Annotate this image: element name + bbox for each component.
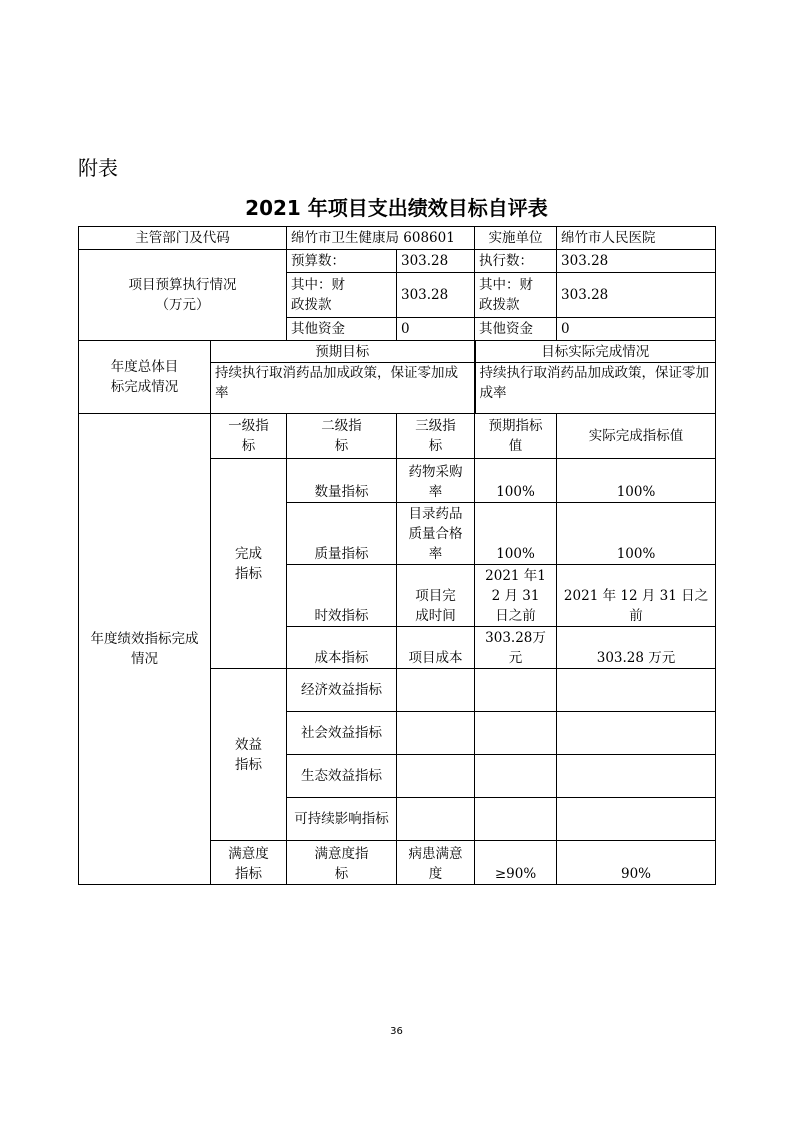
page-number: 36 <box>390 1026 403 1037</box>
header-level1: 一级指标 <box>211 414 287 459</box>
unit-label: 实施单位 <box>475 227 557 250</box>
actual-value-cell: 2021 年 12 月 31 日之前 <box>557 565 716 627</box>
level2-cell: 质量指标 <box>287 503 397 565</box>
expected-value-cell <box>475 669 557 712</box>
level2-cell: 经济效益指标 <box>287 669 397 712</box>
dept-label: 主管部门及代码 <box>79 227 287 250</box>
budget-amount-value: 303.28 <box>397 250 475 273</box>
expected-value-cell: 303.28万元 <box>475 627 557 669</box>
level2-cell: 生态效益指标 <box>287 755 397 798</box>
level2-cell: 可持续影响指标 <box>287 798 397 841</box>
header-level3: 三级指标 <box>397 414 475 459</box>
goal-header-row <box>79 341 716 363</box>
other-funds-label: 其他资金 <box>287 318 397 341</box>
performance-table <box>78 226 716 885</box>
expected-goal-text: 持续执行取消药品加成政策，保证零加成率 <box>211 363 475 414</box>
actual-goal-header: 目标实际完成情况 <box>475 341 716 363</box>
fiscal-exec-value: 303.28 <box>557 273 716 318</box>
level3-cell <box>397 798 475 841</box>
level3-cell <box>397 712 475 755</box>
expected-value-cell <box>475 755 557 798</box>
level2-cell: 数量指标 <box>287 459 397 503</box>
expected-goal-header: 预期目标 <box>211 341 475 363</box>
document-title: 2021 年项目支出绩效目标自评表 <box>245 196 548 220</box>
level3-cell: 药物采购率 <box>397 459 475 503</box>
level2-cell: 社会效益指标 <box>287 712 397 755</box>
header-expected: 预期指标值 <box>475 414 557 459</box>
actual-value-cell: 100% <box>557 459 716 503</box>
budget-row <box>79 250 716 273</box>
expected-value-cell: ≥90% <box>475 841 557 885</box>
actual-value-cell: 100% <box>557 503 716 565</box>
expected-value-cell <box>475 798 557 841</box>
other-funds-budget: 0 <box>397 318 475 341</box>
completion-label: 完成指标 <box>211 459 287 669</box>
level3-cell: 目录药品质量合格率 <box>397 503 475 565</box>
level3-cell <box>397 669 475 712</box>
actual-value-cell: 303.28 万元 <box>557 627 716 669</box>
level2-cell: 满意度指标 <box>287 841 397 885</box>
level3-cell: 项目完成时间 <box>397 565 475 627</box>
fiscal-label: 其中：财政拨款 <box>287 273 397 318</box>
expected-value-cell <box>475 712 557 755</box>
level3-cell: 病患满意度 <box>397 841 475 885</box>
exec-amount-label: 执行数： <box>475 250 557 273</box>
actual-value-cell <box>557 712 716 755</box>
fiscal-exec-label: 其中：财政拨款 <box>475 273 557 318</box>
actual-value-cell <box>557 755 716 798</box>
level3-cell: 项目成本 <box>397 627 475 669</box>
appendix-label: 附表 <box>78 156 118 180</box>
benefit-label: 效益指标 <box>211 669 287 841</box>
level2-cell: 成本指标 <box>287 627 397 669</box>
dept-value: 绵竹市卫生健康局 608601 <box>287 227 475 250</box>
satisfaction-label: 满意度指标 <box>211 841 287 885</box>
other-funds-exec-label: 其他资金 <box>475 318 557 341</box>
actual-goal-text: 持续执行取消药品加成政策，保证零加成率 <box>475 363 716 414</box>
actual-value-cell: 90% <box>557 841 716 885</box>
dept-row <box>79 227 716 250</box>
header-level2: 二级指标 <box>287 414 397 459</box>
actual-value-cell <box>557 669 716 712</box>
indicator-section-label: 年度绩效指标完成情况 <box>79 414 211 885</box>
expected-value-cell: 100% <box>475 503 557 565</box>
budget-amount-label: 预算数： <box>287 250 397 273</box>
unit-value: 绵竹市人民医院 <box>557 227 716 250</box>
goal-label: 年度总体目标完成情况 <box>79 341 211 414</box>
expected-value-cell: 2021 年12 月 31日之前 <box>475 565 557 627</box>
actual-value-cell <box>557 798 716 841</box>
other-funds-exec: 0 <box>557 318 716 341</box>
level2-cell: 时效指标 <box>287 565 397 627</box>
fiscal-budget-value: 303.28 <box>397 273 475 318</box>
budget-label: 项目预算执行情况（万元） <box>79 250 287 341</box>
indicator-header-row <box>79 414 716 459</box>
level3-cell <box>397 755 475 798</box>
header-actual: 实际完成指标值 <box>557 414 716 459</box>
expected-value-cell: 100% <box>475 459 557 503</box>
exec-amount-value: 303.28 <box>557 250 716 273</box>
